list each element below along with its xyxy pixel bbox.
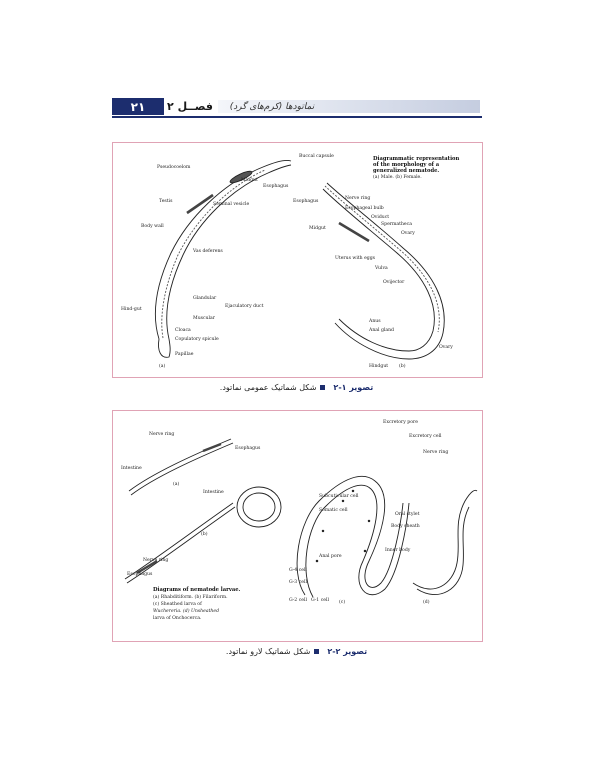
label-intestine-b: Intestine [203, 490, 224, 495]
label-body-wall: Body wall [141, 224, 164, 229]
figure1-title-line-3: generalized nematode. [373, 168, 440, 174]
label-nerve-ring-female: Nerve ring [345, 196, 371, 201]
label-g4-cell: G-4 cell [289, 568, 307, 573]
label-anus: Anus [369, 319, 381, 324]
label-ejaculatory-duct: Ejaculatory duct [225, 304, 264, 309]
panel-d-larva: (d) [423, 600, 430, 605]
label-buccal-capsule: Buccal capsule [299, 154, 334, 159]
page-number: ۲۱ [112, 98, 164, 115]
header-rule [112, 116, 482, 118]
label-excretory-cell: Excretory cell [409, 434, 442, 439]
label-cloaca: Cloaca [175, 328, 191, 333]
label-vulva: Vulva [375, 266, 388, 271]
figure2-caption-text: شکل شماتیک لارو نماتود. [225, 646, 311, 656]
label-somatic-cell: Somatic cell [319, 508, 348, 513]
label-ovary-1: Ovary [401, 231, 415, 236]
label-seminal-vesicle: Seminal vesicle [213, 202, 250, 207]
figure1-subtitle: (a) Male. (b) Female. [373, 175, 422, 180]
panel-a-label: (a) [159, 364, 166, 369]
figure1-title-line-2: of the morphology of a [373, 162, 440, 168]
larva-a-drawing [129, 439, 233, 495]
label-ovijector: Ovijector [383, 280, 405, 285]
label-esophagus-a: Esophagus [235, 446, 261, 451]
label-uterus-with-eggs: Uterus with eggs [335, 256, 376, 261]
chapter-title: نماتودها (کرم‌های گرد) [229, 101, 315, 112]
label-anal-pore: Anal pore [319, 554, 342, 559]
caption-square-icon [314, 649, 319, 654]
label-excretory-pore: Excretory pore [383, 420, 418, 425]
label-oral-stylet: Oral stylet [395, 512, 420, 517]
panel-b-larva: (b) [201, 532, 208, 537]
label-glandular: Glandular [193, 296, 217, 301]
label-nerve-ring-b: Nerve ring [143, 558, 169, 563]
legend-title: Diagrams of nematode larvae. [153, 587, 241, 593]
figure2-caption-number: تصویر ۲-۲ [327, 646, 368, 656]
label-vas-deferens: Vas deferens [193, 249, 223, 254]
label-esophagus-male: Esophagus [263, 184, 289, 189]
figure1-caption-number: تصویر ۱-۲ [333, 382, 374, 392]
legend-line-1: (a) Rhabditiform. (b) Filariform. [153, 595, 228, 600]
figure1-caption [112, 381, 481, 393]
label-hindgut-male: Hind-gut [121, 307, 142, 312]
figure1-caption-text: شکل شماتیک عمومی نماتود. [219, 382, 317, 392]
figure1-illustration [113, 143, 482, 377]
larva-d-drawing [413, 490, 477, 594]
label-spermatheca: Spermatheca [381, 222, 412, 227]
figure2-caption [112, 645, 481, 657]
panel-b-label: (b) [399, 364, 406, 369]
label-esophagus-b: Esophagus [127, 572, 153, 577]
figure-nematode-larvae [112, 410, 483, 642]
label-papillae: Papillae [175, 352, 194, 357]
label-testis: Testis [159, 199, 173, 204]
label-pseudocoelom: Pseudocoelom [157, 165, 191, 170]
figure2-illustration [113, 411, 482, 641]
legend-line-2: (c) Sheathed larva of [153, 602, 202, 607]
caption-square-icon [320, 385, 325, 390]
legend-line-4: larva of Onchocerca. [153, 616, 202, 621]
label-nerve-ring-c: Nerve ring [423, 450, 449, 455]
label-oviduct: Oviduct [371, 215, 390, 220]
label-intestine-a: Intestine [121, 466, 142, 471]
label-copulatory-spicule: Copulatory spicule [175, 337, 219, 342]
label-inner-body: Inner body [385, 548, 411, 553]
label-ovary-2: Ovary [439, 345, 453, 350]
label-hindgut-female: Hindgut [369, 364, 389, 369]
label-subcuticular-cell: Subcuticular cell [319, 494, 359, 499]
panel-c-larva: (c) [339, 600, 346, 605]
label-anal-gland: Anal gland [369, 328, 394, 333]
figure-nematode-morphology [112, 142, 483, 378]
legend-line-3: Wuchereria. (d) Unsheathed [153, 609, 220, 614]
label-body-sheath: Body sheath [391, 524, 420, 529]
label-nerve-ring-a: Nerve ring [149, 432, 175, 437]
label-muscular: Muscular [193, 316, 215, 321]
label-esophagus-female: Esophagus [293, 199, 319, 204]
label-midgut-female: Midgut [309, 226, 326, 231]
chapter-label: فصــل ۲ [167, 100, 213, 113]
figure1-title-line-1: Diagrammatic representation [373, 156, 460, 162]
label-g2-cell: G-2 cell [289, 598, 307, 603]
label-midgut-male: Midgut [241, 178, 258, 183]
panel-a-larva: (a) [173, 482, 180, 487]
label-g1-cell: G-1 cell [311, 598, 329, 603]
label-g3-cell: G-3 cell [289, 580, 307, 585]
label-esophageal-bulb: Esophageal bulb [345, 206, 384, 211]
